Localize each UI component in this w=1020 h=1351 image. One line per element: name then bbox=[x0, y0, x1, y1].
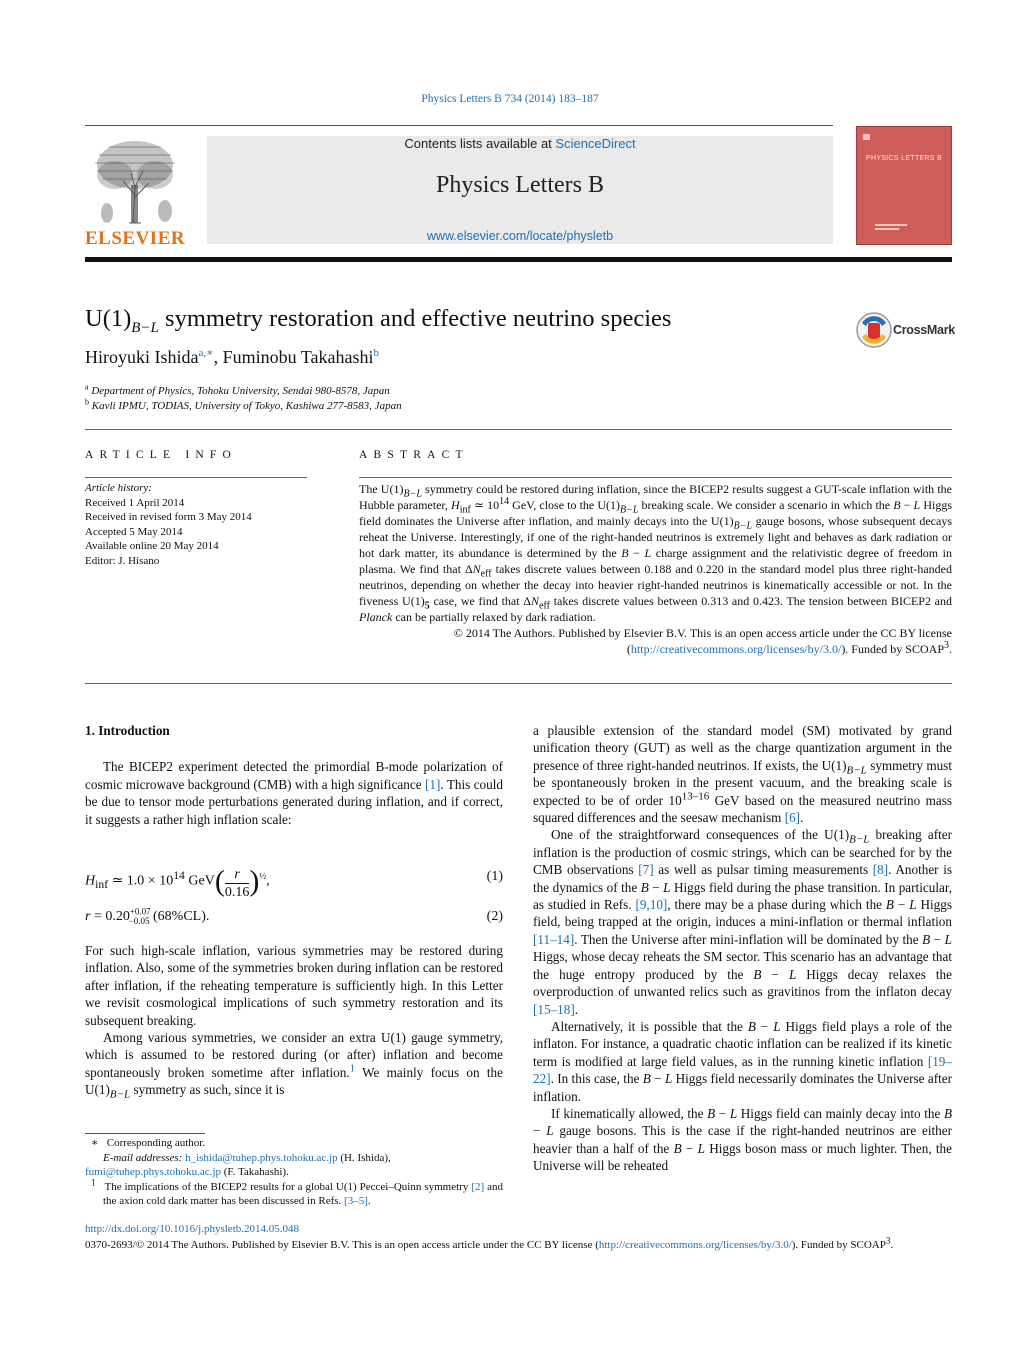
scoap-superscript: 3 bbox=[885, 1235, 891, 1246]
author-affiliation-mark[interactable]: a,∗ bbox=[198, 347, 214, 359]
footer-copyright-text: 0370-2693/© 2014 The Authors. Published by Elsevier B.V. This is an open access article under the CC BY license ( bbox=[85, 1239, 599, 1251]
citation-link[interactable]: [9,10] bbox=[635, 897, 668, 913]
journal-title: Physics Letters B bbox=[436, 172, 604, 198]
footer-funding: ). Funded by SCOAP bbox=[791, 1239, 886, 1251]
footnote-star: ∗ bbox=[91, 1137, 99, 1149]
body-paragraph: a plausible extension of the standard model (SM) motivated by grand unification theory (GUT) as well as the charge quantization argument in the presence of three right-handed neutrinos. If exists, the $U(1)_{B-L}$ symmetry must be spontaneously broken in the present vacuum, and the breaking scale is expected to be of order 10$^{13-16}$ GeV based on the measured neutrino mass squared differences and the seesaw mechanism [6]. bbox=[533, 723, 952, 826]
affiliation bbox=[85, 397, 402, 412]
author-list bbox=[85, 347, 379, 368]
citation-link[interactable]: [1] bbox=[424, 776, 441, 792]
footnote-1: $^1$ The implications of the BICEP2 results for a global U(1) Peccei–Quinn symmetry [2] and the axion cold dark matter has been discussed in Refs. [3–5]. bbox=[91, 1177, 503, 1208]
citation-link[interactable]: [8] bbox=[872, 862, 889, 878]
editor-line: Editor: J. Hisano bbox=[85, 554, 160, 567]
citation-link[interactable]: [11–14] bbox=[533, 931, 575, 947]
title-part: U(1) bbox=[85, 305, 132, 332]
section-rule bbox=[85, 429, 952, 430]
email-owner: (H. Ishida), bbox=[337, 1151, 391, 1164]
sciencedirect-link[interactable]: ScienceDirect bbox=[555, 136, 636, 151]
history-line: Received in revised form 3 May 2014 bbox=[85, 511, 252, 523]
title-part: symmetry restoration and effective neutrino species bbox=[158, 305, 672, 332]
footnote-rule bbox=[85, 1133, 205, 1134]
footer-copyright bbox=[85, 1235, 952, 1253]
section-heading: 1. Introduction bbox=[85, 723, 170, 738]
affiliation-mark: a bbox=[85, 382, 89, 392]
footnote-emails bbox=[85, 1151, 503, 1166]
affiliation-mark: b bbox=[85, 397, 89, 407]
equation-number: (1) bbox=[486, 869, 503, 885]
footnote-mark: 1 bbox=[91, 1177, 96, 1188]
footnote-emails-cont bbox=[85, 1165, 503, 1180]
equation-1: $H_{inf}$ ≃ $1.0 \times 10^{14}$ GeV( $\frac{r}{0.16}$ )$^{\frac{1}{2}}$, (1) bbox=[85, 864, 503, 901]
citation-link[interactable]: [19–22] bbox=[533, 1053, 952, 1087]
journal-reference-link[interactable]: Physics Letters B 734 (2014) 183–187 bbox=[421, 93, 599, 105]
article-info-rule bbox=[85, 477, 307, 478]
body-paragraph: Alternatively, it is possible that the B − L Higgs field plays a role of the inflaton. For instance, a quadratic chaotic inflation can be realized if its kinetic term is modified at large field values, as in the running kinetic inflation [19–22]. In this case, the B − L Higgs field necessarily dominates the Universe after inflation. bbox=[533, 1018, 953, 1104]
email-label: E-mail addresses: bbox=[103, 1151, 183, 1164]
author-affiliation-mark[interactable]: b bbox=[373, 347, 379, 359]
cover-rule bbox=[875, 228, 899, 230]
email-link[interactable]: fumi@tuhep.phys.tohoku.ac.jp bbox=[85, 1166, 222, 1179]
author-name[interactable]: Hiroyuki Ishida bbox=[85, 347, 199, 367]
license-paren: ( bbox=[626, 642, 631, 656]
cover-rule bbox=[875, 224, 907, 226]
citation-link[interactable]: [7] bbox=[638, 862, 654, 878]
cover-title: PHYSICS LETTERS B bbox=[866, 155, 942, 162]
abstract-paragraph: The $U(1)_{B-L}$ symmetry could be restored during inflation, since the BICEP2 results suggest a GUT-scale inflation with the Hubble parameter, $H_{inf}$ ≃ $10^{14}$ GeV, close to the $U(1)_{B-L}$ breaking scale. We consider a scenario in which the B − L Higgs field dominates the Universe after inflation, and mainly decays into the $U(1)_{B-L}$ gauge bosons, whose subsequent decays reheat the Universe. Interestingly, if one of the right-handed neutrinos is extremely light and behaves as dark radiation or hot dark matter, its abundance is determined by the B − L charge assignment and the relativistic degree of freedom in plasma. We find that $\Delta N_{eff}$ takes discrete values between 0.188 and 0.220 in the standard model plus three right-handed neutrinos, depending on whether the decay into heavier right-handed neutrinos is kinematically accessible or not. In the fiveness $U(1)_5$ case, we find that $\Delta N_{eff}$ takes discrete values between 0.313 and 0.423. The tension between BICEP2 and Planck can be partially relaxed by dark radiation. bbox=[359, 482, 953, 624]
cover-emblem bbox=[863, 134, 870, 140]
body-paragraph: For such high-scale inflation, various symmetries may be restored during inflation. Also, some of the symmetries broken during inflation can be restored after inflation, if the reheating temperature is sufficiently high. In this Letter we revisit cosmological implications of such symmetry restoration and its subsequent breaking. bbox=[85, 943, 503, 1028]
abstract-rule bbox=[359, 477, 952, 478]
article-info-heading: ARTICLE INFO bbox=[85, 449, 237, 461]
equation-2: $r = 0.20^{+0.07}_{-0.05}$ (68%CL). (2) bbox=[85, 906, 503, 926]
abstract-heading: ABSTRACT bbox=[359, 449, 469, 461]
footnote-corresponding bbox=[85, 1136, 503, 1151]
footnotes bbox=[85, 1136, 503, 1209]
body-paragraph: Among various symmetries, we consider an extra U(1) gauge symmetry, which is assumed to be restored during (or after) inflation and become spontaneously broken sometime after inflation.$^1$ We mainly focus on the $U(1)_{B-L}$ symmetry as such, since it is bbox=[85, 1030, 504, 1101]
copyright-text: © 2014 The Authors. Published by Elsevier B.V. This is an open access article under the CC BY license bbox=[453, 626, 952, 640]
contents-prefix: Contents lists available at bbox=[404, 136, 556, 151]
masthead-top-rule bbox=[85, 125, 833, 126]
footer-final-dot: . bbox=[890, 1239, 894, 1251]
affiliation bbox=[85, 382, 390, 397]
email-link[interactable]: h_ishida@tuhep.phys.tohoku.ac.jp bbox=[185, 1151, 338, 1164]
title-subscript: B−L bbox=[131, 319, 159, 336]
journal-homepage-link[interactable]: www.elsevier.com/locate/physletb bbox=[426, 229, 614, 243]
scoap-superscript: 3 bbox=[944, 640, 949, 651]
doi-link[interactable]: http://dx.doi.org/10.1016/j.physletb.2014.05.048 bbox=[85, 1223, 299, 1235]
cc-license-link[interactable]: http://creativecommons.org/licenses/by/3.0/ bbox=[598, 1239, 792, 1251]
abstract-text bbox=[359, 481, 952, 657]
affiliation-text: Department of Physics, Tohoku University, Sendai 980-8578, Japan bbox=[91, 385, 390, 397]
body-column-left bbox=[85, 722, 503, 1099]
citation-link[interactable]: [2] bbox=[471, 1180, 485, 1193]
history-line: Received 1 April 2014 bbox=[85, 496, 185, 509]
body-paragraph: One of the straightforward consequences of the $U(1)_{B-L}$ breaking after inflation is the production of cosmic strings, which can be searched for by the CMB observations [7] as well as pulsar timing measurements [8]. Another is the dynamics of the B − L Higgs field during the phase transition. In particular, as studied in Refs. [9,10], there may be a phase during which the B − L Higgs field, being trapped at the origin, induces a mini-inflation or thermal inflation [11–14]. Then the Universe after mini-inflation will be dominated by the B − L Higgs, whose decay reheats the SM sector. This scenario has an advantage that the huge entropy produced by the B − L Higgs decay relaxes the overproduction of unwanted relics such as gravitinos from the inflaton decay [15–18]. bbox=[533, 827, 953, 1017]
author-separator: , bbox=[213, 347, 223, 367]
article-history bbox=[85, 481, 252, 568]
author-name[interactable]: Fuminobu Takahashi bbox=[222, 347, 374, 367]
citation-link[interactable]: [15–18] bbox=[533, 1001, 575, 1017]
history-label: Article history: bbox=[85, 482, 152, 494]
history-line: Available online 20 May 2014 bbox=[85, 540, 219, 552]
masthead-bottom-rule bbox=[85, 257, 952, 262]
contents-availability-line bbox=[207, 136, 833, 151]
abstract-copyright: © 2014 The Authors. Published by Elsevier B.V. This is an open access article under the CC BY license (http://creativecommons.org/licenses/by/3.0/). Funded by SCOAP$^3$. bbox=[453, 626, 952, 656]
journal-cover-thumbnail[interactable] bbox=[856, 126, 952, 245]
article-title bbox=[85, 305, 672, 336]
cc-license-link[interactable]: http://creativecommons.org/licenses/by/3.0/ bbox=[630, 642, 842, 656]
footnote-link[interactable]: 1 bbox=[349, 1062, 356, 1075]
crossmark-label[interactable]: CrossMark bbox=[893, 323, 955, 337]
funding-text: ). Funded by SCOAP bbox=[841, 642, 944, 656]
citation-link[interactable]: [3–5] bbox=[344, 1195, 368, 1208]
body-paragraph: The BICEP2 experiment detected the primordial B-mode polarization of cosmic microwave background (CMB) with a high significance [1]. This could be due to tensor mode perturbations generated during inflation, and if correct, it suggests a rather high inflation scale: bbox=[85, 759, 503, 827]
affiliation-text: Kavli IPMU, TODIAS, University of Tokyo, Kashiwa 277-8583, Japan bbox=[91, 400, 402, 412]
history-line: Accepted 5 May 2014 bbox=[85, 525, 183, 538]
equation-number: (2) bbox=[486, 909, 503, 925]
section-rule bbox=[85, 683, 952, 684]
citation-link[interactable]: [6] bbox=[784, 810, 801, 826]
email-owner: (F. Takahashi). bbox=[221, 1166, 289, 1179]
footnote-text: Corresponding author. bbox=[106, 1137, 206, 1149]
body-paragraph: If kinematically allowed, the B − L Higgs field can mainly decay into the B − L gauge bosons. This is the case if the right-handed neutrinos are either heavier than a half of the B − L Higgs boson mass or much lighter. Then, the Universe will be reheated bbox=[533, 1105, 952, 1174]
body-column-right bbox=[533, 722, 952, 1175]
elsevier-wordmark: ELSEVIER bbox=[85, 228, 186, 249]
